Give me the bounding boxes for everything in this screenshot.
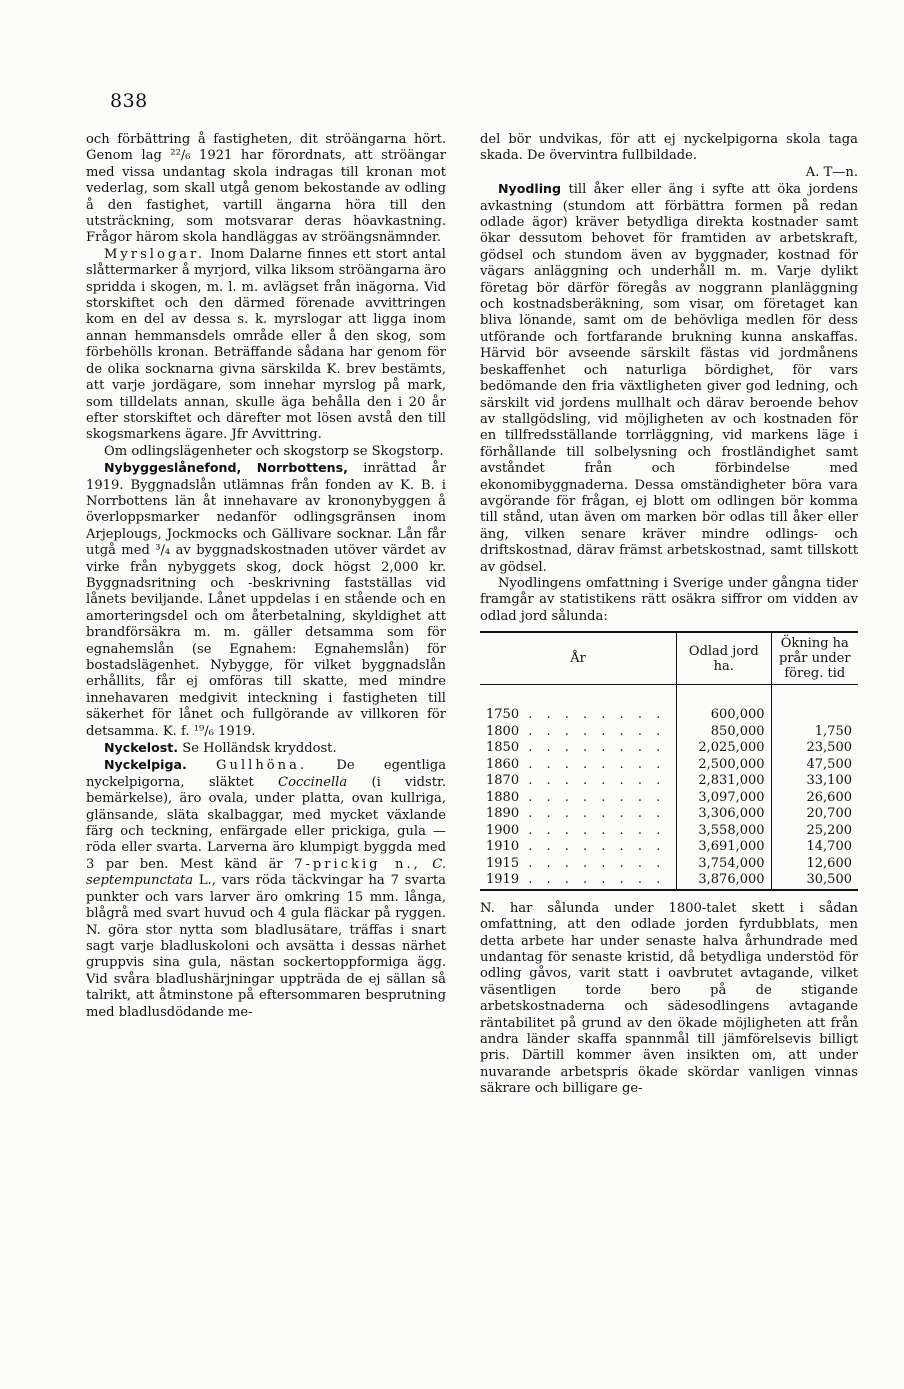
table-row — [480, 773, 858, 790]
cell-area: 3,691,000 — [677, 839, 772, 856]
table-row — [480, 872, 858, 889]
table-row — [480, 724, 858, 741]
entry-text: till åker eller äng i syfte att öka jordens avkastning (stundom att förbättra formen på redan odlade ägor) kräver betydliga direkta kostnader samt ökar dessutom behovet för framtiden av arbetskraft, gödsel och stundom även av byggnader, kostnad för vägars anläggning och underhåll m. m. Varje dylikt företag bör därför föregås av noggrann planläggning och kostnadsberäkning, som visar, om företaget kan bliva lönande, samt om de behövliga medlen för dess utförande och fortfarande brukning kunna anskaffas. Härvid bör avseende särskilt fästas vid jordmånens beskaffenhet och naturliga bördighet, för vars bedömande den fria växtligheten giver god ledning, och särskilt vid jordens mullhalt och därav beroende behov av stallgödsling, vid möjligheten av och kostnaden för en tillfredsställande torrläggning, vid markens läge i förhållande till solbelysning och frostländighet samt avståndet från och förbindelse med ekonomibyggnaderna. Dessa omständigheter böra vara avgörande för frågan, ej blott om odlingen bör komma till stånd, utan även om marken bör odlas till åker eller äng, vilken senare kräver mindre odlings- och driftskostnad, därav främst arbetskostnad, samt tillskott av gödsel. — [480, 182, 858, 575]
year-value: 1919 — [486, 872, 520, 888]
cell-area: 600,000 — [677, 707, 772, 724]
cell-year — [480, 823, 677, 840]
paragraph-nyodlingens-omfattning: Nyodlingens omfattning i Sverige under gångna tider framgår av statistikens rätt osäkra siffror om vidden av odlad jord sålunda: — [480, 575, 858, 624]
cell-increase: 23,500 — [771, 740, 858, 757]
year-value: 1880 — [486, 789, 520, 805]
table-spacer-row — [480, 685, 858, 708]
leader-dots: . . . . . . . . — [519, 872, 666, 888]
year-value: 1860 — [486, 756, 520, 772]
cell-increase: 1,750 — [771, 724, 858, 741]
paragraph-odlingslagenheter: Om odlingslägenheter och skogstorp se Skogstorp. — [104, 443, 444, 459]
cell-area: 3,306,000 — [677, 806, 772, 823]
entry-nybyggeslanefond — [86, 460, 446, 740]
headword-nyckelpiga: Nyckelpiga. — [104, 757, 187, 773]
leader-dots: . . . . . . . . — [519, 839, 666, 855]
cell-increase: 33,100 — [771, 773, 858, 790]
cell-year — [480, 757, 677, 774]
table-row — [480, 740, 858, 757]
entry-text: L., vars röda täckvingar ha 7 svarta punkter och vars larver äro omkring 15 mm. långa, blågrå med svart huvud och 4 gula fläckar på ryggen. N. göra stor nytta som bladlusätare, träffas i snart sagt varje bladluskoloni och avsätta i dessas närhet gruppvis sina gula, nästan sockertoppformiga ägg. Vid svåra bladlushärjningar uppträda de ej sällan så talrikt, att åtminstone på eftersommaren besprutning med bladlusdödande me- — [86, 873, 446, 1020]
entry-text: Inom Dalarne finnes ett stort antal slåttermarker å myrjord, vilka liksom ströängarna äro spridda i skogen, m. l. m. avlägset från inägorna. Vid storskiftet och den därmed förenade avvittringen kom en del av dessa s. k. myrslogar att ligga inom annan hemmansdels område eller å den skog, som förbehölls kronan. Beträffande sådana har genom för de olika socknarna givna särskilda K. brev bestämts, att varje jordägare, som innehar myrslog på mark, som tilldelats annan, skulle äga behålla den i 20 år efter storskiftet och därefter mot lösen avstå den till skogsmarkens ägare. Jfr Avvittring. — [86, 246, 446, 443]
cell-area: 3,876,000 — [677, 872, 772, 889]
year-value: 1870 — [486, 773, 520, 789]
year-value: 1900 — [486, 822, 520, 838]
cell-increase: 14,700 — [771, 839, 858, 856]
species-name: C. septempunctata — [86, 856, 446, 889]
cell-area: 2,025,000 — [677, 740, 772, 757]
cell-year — [480, 707, 677, 724]
cell-year — [480, 740, 677, 757]
cultivation-table — [480, 631, 858, 891]
cell-year — [480, 839, 677, 856]
entry-nyckelost — [86, 740, 446, 757]
headword-nyodling: Nyodling — [498, 181, 562, 197]
paragraph-continuation: del bör undvikas, för att ej nyckelpigorna skola taga skada. De övervintra fullbildade. — [480, 132, 858, 164]
cell-area: 2,500,000 — [677, 757, 772, 774]
cell-area: 3,558,000 — [677, 823, 772, 840]
table-row — [480, 839, 858, 856]
cell-increase: 25,200 — [771, 823, 858, 840]
year-value: 1910 — [486, 839, 520, 855]
right-column — [480, 132, 858, 1098]
table-row — [480, 806, 858, 823]
leader-dots: . . . . . . . . — [519, 855, 666, 871]
cell-year — [480, 790, 677, 807]
table-row — [480, 790, 858, 807]
header-area: Odlad jord ha. — [677, 633, 772, 685]
cell-increase: 30,500 — [771, 872, 858, 889]
headword-nybyggeslanefond: Nybyggeslånefond, Norrbottens, — [104, 460, 348, 476]
header-year: År — [480, 633, 677, 685]
table-header-row — [480, 633, 858, 685]
cell-increase — [771, 707, 858, 724]
author-signature: A. T—n. — [805, 164, 858, 180]
leader-dots: . . . . . . . . — [519, 806, 666, 822]
alt-name-gullhona: Gullhöna. — [216, 758, 308, 774]
cell-year — [480, 724, 677, 741]
table-body — [480, 685, 858, 889]
table-row — [480, 823, 858, 840]
page-number: 838 — [110, 90, 148, 112]
entry-nyckelpiga — [86, 757, 446, 1021]
table-row — [480, 707, 858, 724]
leader-dots: . . . . . . . . — [519, 723, 666, 739]
year-value: 1915 — [486, 855, 520, 871]
leader-dots: . . . . . . . . — [519, 756, 666, 772]
cell-increase: 20,700 — [771, 806, 858, 823]
cell-increase: 47,500 — [771, 757, 858, 774]
leader-dots: . . . . . . . . — [519, 773, 666, 789]
header-increase: Ökning ha prår under föreg. tid — [771, 633, 858, 685]
paragraph-conclusion: N. har sålunda under 1800-talet skett i sådan omfattning, att den odlade jorden fyrdubblats, men detta arbete har under senaste halva århundrade med undantag för senaste kristid, då betydliga understöd för odling gåvos, varit statt i oavbrutet avtagande, vilket väsentligen torde bero på de stigande arbetskostnaderna och sädesodlingens avtagande räntabilitet på grund av den ökade möjligheten att från andra länder skaffa spannmål till jämförelsevis billigt pris. Därtill kommer även insikten om, att under nuvarande arbetspris ökade skördar vanligen vinnas säkrare och billigare ge- — [480, 900, 858, 1097]
headword-myrslogar: Myrslogar. — [104, 246, 206, 262]
entry-text: (i vidstr. bemärkelse), äro ovala, under platta, ovan kullriga, glänsande, släta skalbaggar, med mycket växlande färg och teckning, enfärgade eller prickiga, gula — röda eller svarta. Larverna äro klumpigt byggda med 3 par ben. Mest känd är — [86, 774, 446, 872]
entry-text: Se Holländsk kryddost. — [182, 741, 337, 757]
cell-year — [480, 856, 677, 873]
stats-table — [480, 633, 858, 889]
cell-year — [480, 773, 677, 790]
left-column — [86, 132, 446, 1021]
year-value: 1890 — [486, 806, 520, 822]
table-row — [480, 856, 858, 873]
paragraph-stroangar: och förbättring å fastigheten, dit ströängarna hört. Genom lag ²²/₆ 1921 har förordnats, att ströängar med vissa undantag skola indragas till kronan mot vederlag, som skall utgå genom bekostande av odling å den fastighet, vartill ängarna höra till den utsträckning, som motsvarar deras höavkastning. Frågor härom skola handläggas av ströängsnämnder. — [86, 132, 446, 246]
leader-dots: . . . . . . . . — [519, 822, 666, 838]
cell-increase: 12,600 — [771, 856, 858, 873]
leader-dots: . . . . . . . . — [519, 707, 666, 723]
leader-dots: . . . . . . . . — [519, 740, 666, 756]
cell-area: 3,754,000 — [677, 856, 772, 873]
cell-area: 3,097,000 — [677, 790, 772, 807]
year-value: 1750 — [486, 707, 520, 723]
cell-increase: 26,600 — [771, 790, 858, 807]
entry-nyodling — [480, 181, 858, 576]
entry-myrslogar — [86, 247, 446, 444]
cell-year — [480, 872, 677, 889]
genus-name: Coccinella — [278, 774, 348, 790]
headword-nyckelost: Nyckelost. — [104, 740, 179, 756]
cell-area: 850,000 — [677, 724, 772, 741]
year-value: 1850 — [486, 740, 520, 756]
year-value: 1800 — [486, 723, 520, 739]
table-row — [480, 757, 858, 774]
species-common-name: 7-prickig n., — [294, 856, 421, 872]
entry-text: De egentliga nyckelpigorna, släktet — [86, 758, 447, 790]
cell-area: 2,831,000 — [677, 773, 772, 790]
entry-text: inrättad år 1919. Byggnadslån utlämnas från fonden av K. B. i Norrbottens län åt innehavare av krononybyggen å överloppsmarker nedanför odlingsgränsen inom Arjeplougs, Jockmocks och Gällivare socknar. Lån får utgå med ³/₄ av byggnadskostnaden utöver värdet av virke från nybyggets skog, dock högst 2,000 kr. Byggnadsritning och -beskrivning fastställas vid lånets beviljande. Lånet uppdelas i en stående och en amorteringsdel och om återbetalning, skyldighet att brandförsäkra m. m. gäller detsamma som för egnahemslån (se Egnahem: Egnahemslån) för bostadslägenhet. Nybygge, för vilket byggnadslån erhållits, får ej omföras till skatte, med mindre innehavaren medgivit inteckning i fastigheten till säkerhet för lånet och fullgörande av villkoren för detsamma. K. f. ¹⁹/₆ 1919. — [86, 461, 446, 739]
leader-dots: . . . . . . . . — [519, 789, 666, 805]
cell-year — [480, 806, 677, 823]
